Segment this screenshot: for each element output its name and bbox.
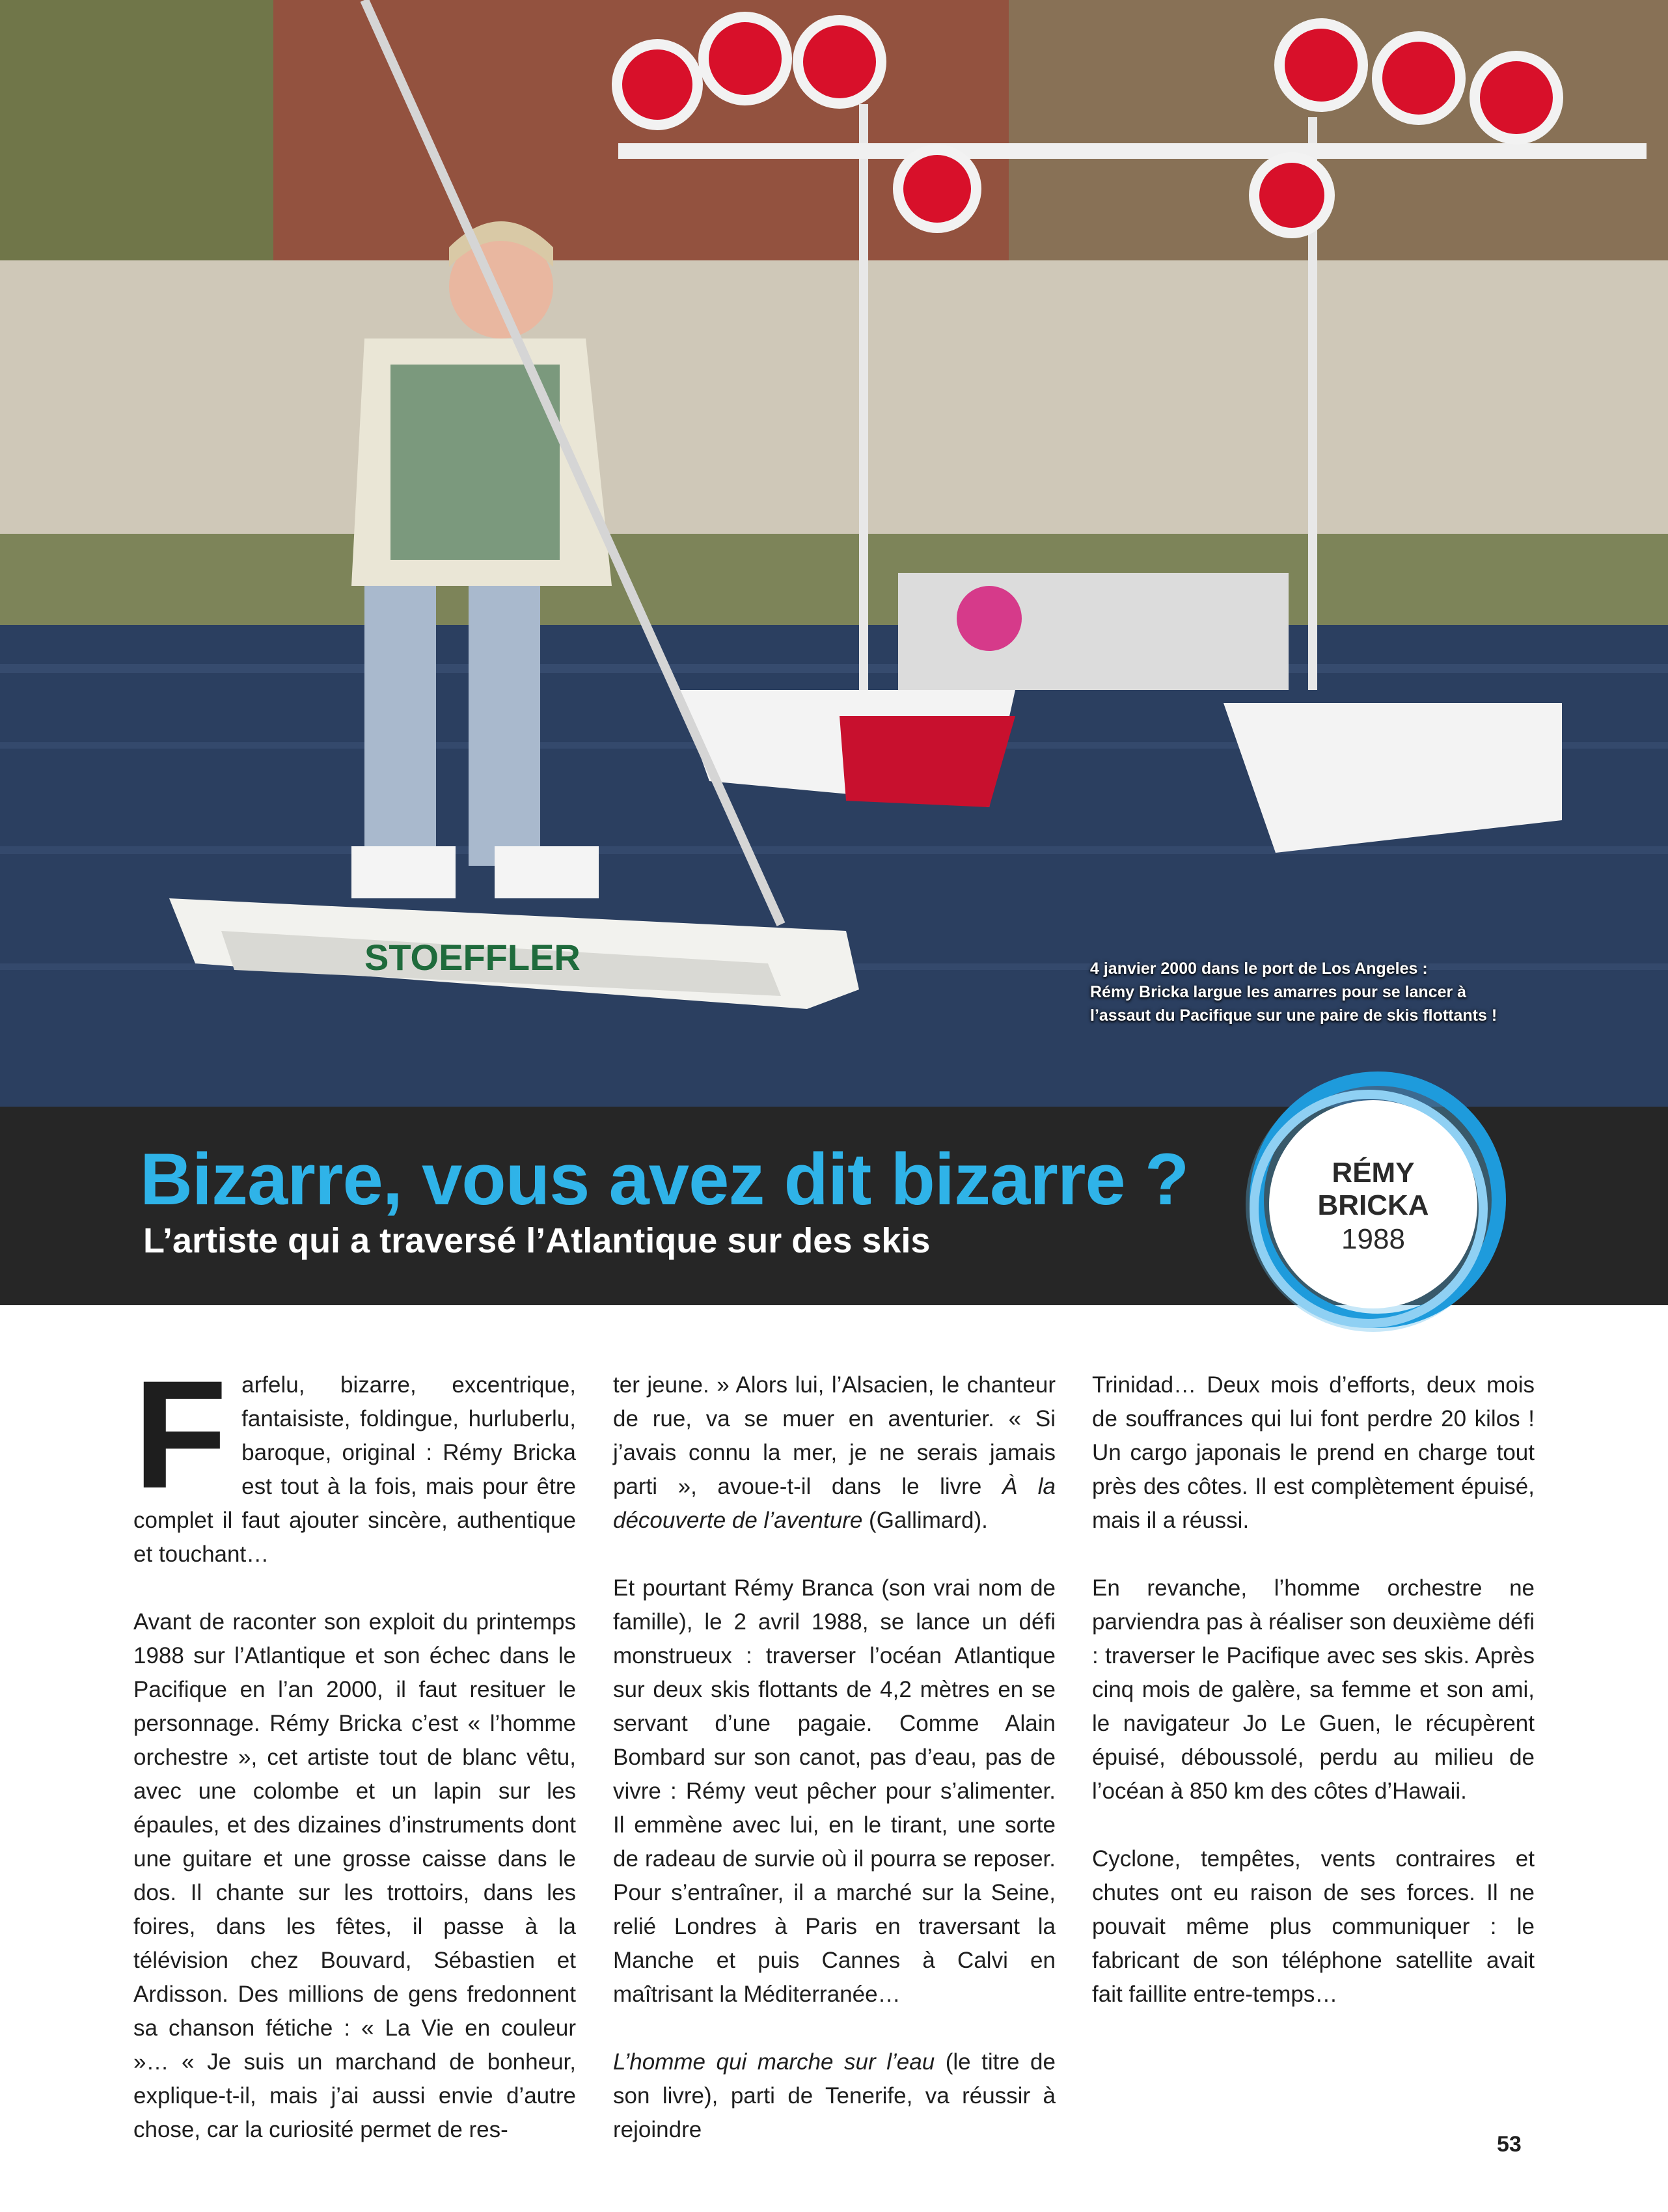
- photo-caption: [1090, 957, 1546, 1027]
- paragraph: Et pourtant Rémy Branca (son vrai nom de famille), le 2 avril 1988, se lance un défi monstrueux : traverser l’océan Atlantique sur deux skis flottants de 4,2 mètres en se servant d’une pagaie. Comme Alain Bombard sur son canot, pas d’eau, pas de vivre : Rémy veut pêcher pour s’alimenter. Il emmène avec lui, en le tirant, une sorte de radeau de survie où il pourra se reposer. Pour s’entraîner, il a marché sur la Seine, relié Londres à Paris en traversant la Manche et puis Cannes à Calvi en maîtrisant la Méditerranée…: [613, 1575, 1056, 2007]
- page-number: 53: [1497, 2132, 1522, 2157]
- paragraph: ter jeune. » Alors lui, l’Alsacien, le chanteur de rue, va se muer en aventurier. « Si j’avais connu la mer, je ne serais jamais parti », avoue-t-il dans le livre À la découverte de l’aventure (Gallimard).: [613, 1372, 1056, 1533]
- paragraph: Trinidad… Deux mois d’efforts, deux mois de souffrances qui lui font perdre 20 kilos ! Un cargo japonais le prend en charge tout près des côtes. Il est complètement épuisé, mais il a réussi.: [1092, 1372, 1535, 1533]
- paragraph: Farfelu, bizarre, excentrique, fantaisiste, foldingue, hurluberlu, baroque, original : Rémy Bricka est tout à la fois, mais pour être complet il faut ajouter sincère, authentique et touchant…: [133, 1349, 576, 1567]
- article-title: Bizarre, vous avez dit bizarre ?: [140, 1139, 1189, 1220]
- paragraph: En revanche, l’homme orchestre ne parviendra pas à réaliser son deuxième défi : traverser le Pacifique avec ses skis. Après cinq mois de galère, sa femme et son ami, le navigateur Jo Le Guen, le récupèrent épuisé, déboussolé, perdu au milieu de l’océan à 850 km des côtes d’Hawaii.: [1092, 1575, 1535, 1804]
- badge-year: 1988: [1341, 1223, 1405, 1255]
- article-column-3: [1092, 1368, 1535, 2045]
- drop-cap: F: [133, 1349, 228, 1521]
- article-subtitle: L’artiste qui a traversé l’Atlantique sur des skis: [143, 1221, 931, 1260]
- caption-line: l’assaut du Pacifique sur une paire de skis flottants !: [1090, 1006, 1497, 1025]
- badge-name-first: RÉMY: [1332, 1157, 1415, 1189]
- paragraph: L’homme qui marche sur l’eau (le titre de son livre), parti de Tenerife, va réussir à rejoindre: [613, 2049, 1056, 2142]
- badge-name-last: BRICKA: [1317, 1189, 1429, 1221]
- caption-line: Rémy Bricka largue les amarres pour se lancer à: [1090, 983, 1467, 1001]
- person-badge: [1240, 1071, 1507, 1338]
- palm-foliage: [0, 0, 273, 273]
- article-column-1: [133, 1349, 576, 2181]
- caption-line: 4 janvier 2000 dans le port de Los Angeles :: [1090, 960, 1428, 978]
- paragraph: Avant de raconter son exploit du printemps 1988 sur l’Atlantique et son échec dans le Pacifique en l’an 2000, il faut resituer le personnage. Rémy Bricka c’est « l’homme orchestre », cet artiste tout de blanc vêtu, avec une colombe et un lapin sur les épaules, et des dizaines d’instruments dont une guitare et une grosse caisse dans le dos. Il chante sur les trottoirs, dans les foires, dans les fêtes, il passe à la télévision chez Bouvard, Sébastien et Ardisson. Des millions de gens fredonnent sa chanson fétiche : « La Vie en couleur »… « Je suis un marchand de bonheur, explique-t-il, mais j’ai aussi envie d’autre chose, car la curiosité permet de res-: [133, 1609, 576, 2142]
- book-title: L’homme qui marche sur l’eau: [613, 2049, 935, 2075]
- book-title: À la découverte de l’aventure: [613, 1474, 1056, 1533]
- paragraph: Cyclone, tempêtes, vents contraires et chutes ont eu raison de ses forces. Il ne pouvait même plus communiquer : le fabricant de son téléphone satellite avait fait faillite entre-temps…: [1092, 1846, 1535, 2007]
- quay-wall: [0, 260, 1668, 534]
- ski-lettering: STOEFFLER: [364, 937, 581, 978]
- article-column-2: [613, 1368, 1056, 2181]
